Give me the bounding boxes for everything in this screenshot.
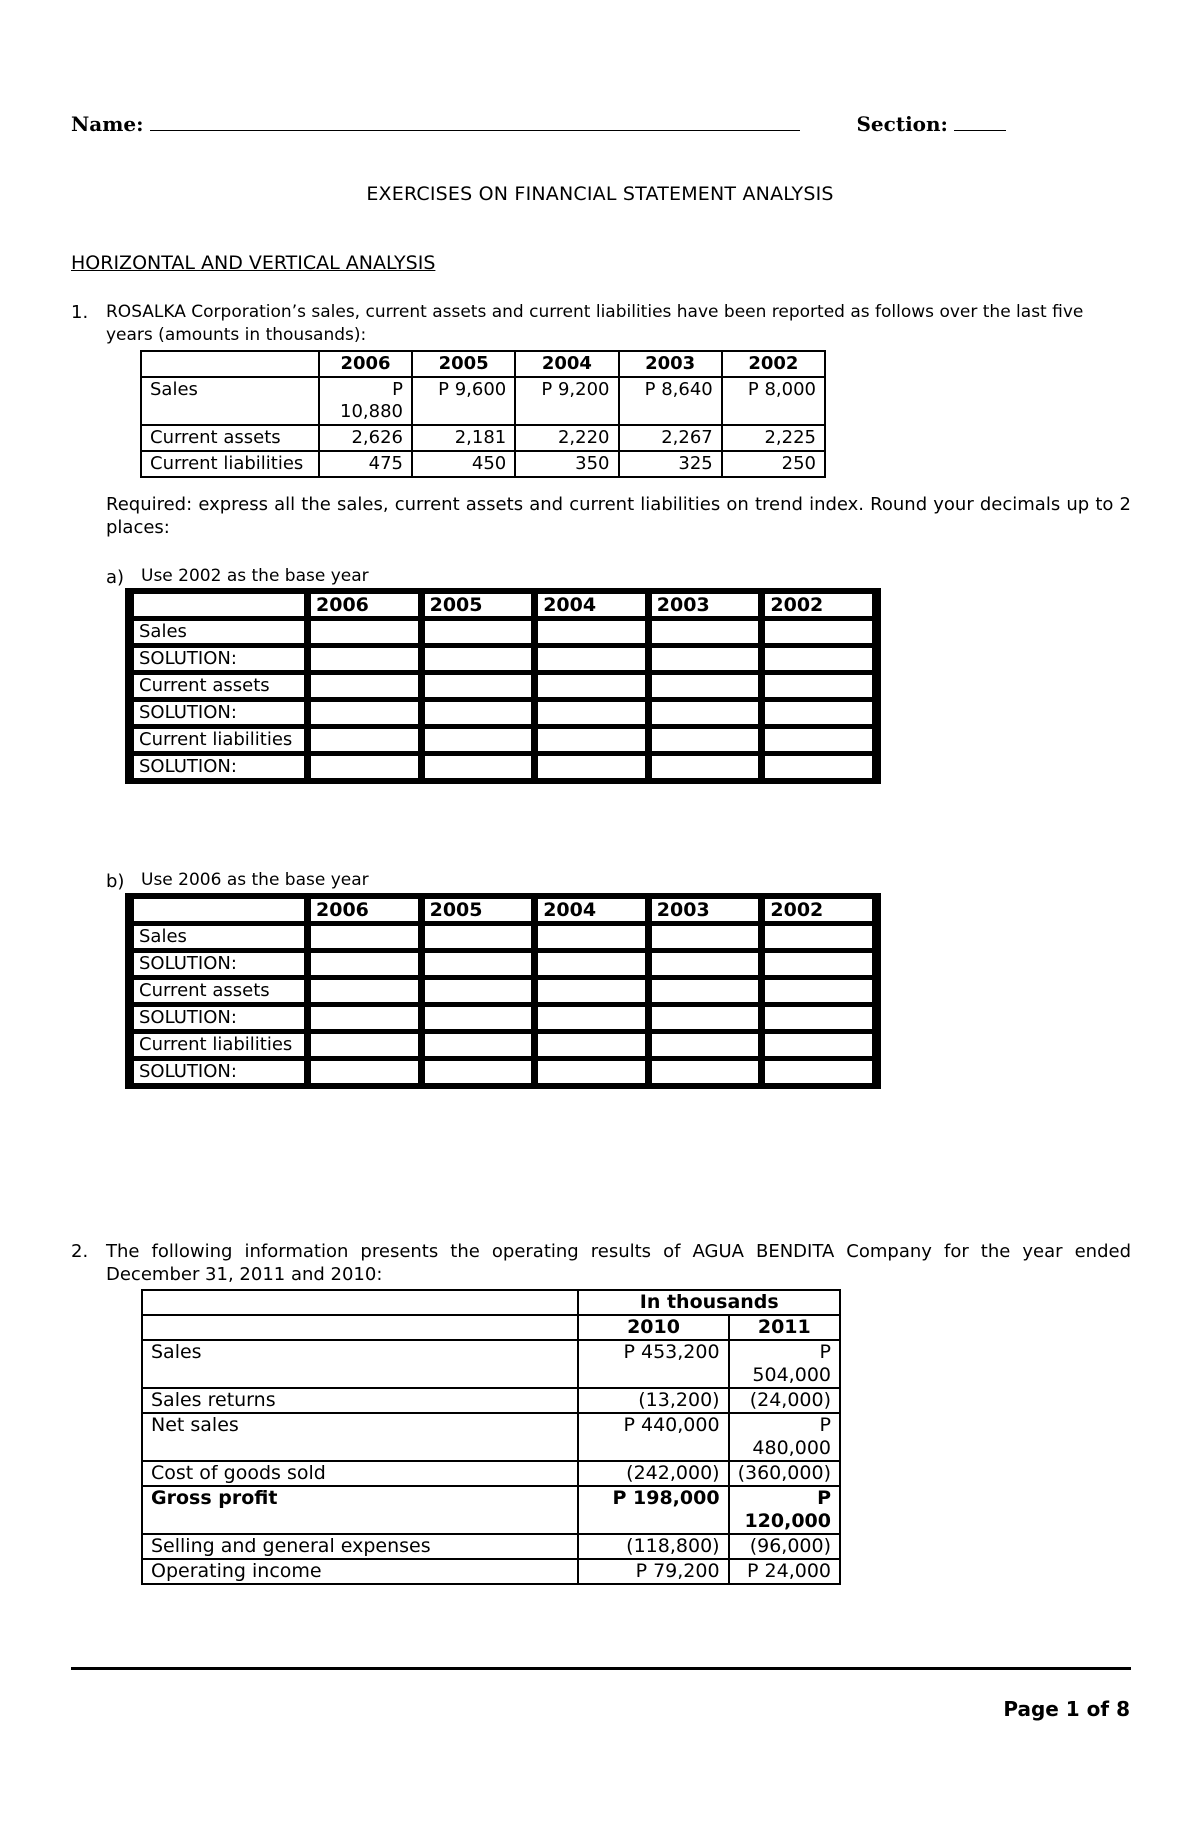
answer-cell[interactable] bbox=[538, 756, 645, 778]
answer-cell[interactable] bbox=[311, 1061, 418, 1083]
q1-required: Required: express all the sales, current assets and current liabilities on trend index. Round your decimals up to 2 places: bbox=[106, 494, 1131, 538]
table-header-cell: 2006 bbox=[311, 594, 418, 616]
row-label: Sales returns bbox=[142, 1388, 578, 1413]
answer-cell[interactable] bbox=[425, 980, 532, 1002]
answer-cell[interactable] bbox=[652, 1061, 759, 1083]
answer-cell[interactable] bbox=[652, 953, 759, 975]
section-blank[interactable] bbox=[954, 112, 1006, 131]
table-row bbox=[141, 425, 825, 451]
table-header-cell: 2006 bbox=[311, 899, 418, 921]
table-row bbox=[134, 648, 872, 670]
table-row bbox=[134, 729, 872, 751]
blank-cell bbox=[142, 1315, 578, 1340]
table-header-cell: 2002 bbox=[765, 899, 872, 921]
cell-value: P 480,000 bbox=[729, 1413, 840, 1461]
answer-cell[interactable] bbox=[425, 621, 532, 643]
answer-cell[interactable] bbox=[765, 675, 872, 697]
row-label: Gross profit bbox=[142, 1486, 578, 1534]
table-row bbox=[134, 702, 872, 724]
cell-value: (118,800) bbox=[578, 1534, 728, 1559]
q1-number: 1. bbox=[71, 302, 89, 323]
answer-cell[interactable] bbox=[311, 621, 418, 643]
cell-value: 350 bbox=[515, 451, 618, 477]
answer-cell[interactable] bbox=[425, 1034, 532, 1056]
cell-value: P 120,000 bbox=[729, 1486, 840, 1534]
cell-value: P 440,000 bbox=[578, 1413, 728, 1461]
answer-cell[interactable] bbox=[311, 1034, 418, 1056]
answer-cell[interactable] bbox=[765, 1034, 872, 1056]
answer-cell[interactable] bbox=[538, 1034, 645, 1056]
answer-cell[interactable] bbox=[425, 953, 532, 975]
answer-cell[interactable] bbox=[538, 675, 645, 697]
answer-cell[interactable] bbox=[652, 621, 759, 643]
footer-divider bbox=[71, 1667, 1131, 1670]
cell-value: (360,000) bbox=[729, 1461, 840, 1486]
answer-cell[interactable] bbox=[765, 729, 872, 751]
row-label: Sales bbox=[142, 1340, 578, 1388]
answer-cell[interactable] bbox=[652, 648, 759, 670]
table-row bbox=[142, 1340, 840, 1388]
name-field-row bbox=[71, 112, 1006, 136]
table-header-cell: 2005 bbox=[412, 351, 515, 377]
answer-cell[interactable] bbox=[538, 1061, 645, 1083]
blank-cell bbox=[142, 1290, 578, 1315]
row-label: Selling and general expenses bbox=[142, 1534, 578, 1559]
cell-value: P 8,000 bbox=[722, 377, 825, 425]
answer-cell[interactable] bbox=[765, 756, 872, 778]
q2-income-table bbox=[141, 1289, 841, 1585]
answer-cell[interactable] bbox=[311, 756, 418, 778]
table-header-cell: 2003 bbox=[652, 899, 759, 921]
name-label: Name: bbox=[71, 112, 144, 136]
table-header-row bbox=[142, 1315, 840, 1340]
cell-value: (96,000) bbox=[729, 1534, 840, 1559]
table-row bbox=[134, 1061, 872, 1083]
table-row bbox=[142, 1534, 840, 1559]
answer-cell[interactable] bbox=[765, 702, 872, 724]
answer-cell[interactable] bbox=[538, 926, 645, 948]
answer-cell[interactable] bbox=[311, 980, 418, 1002]
table-row bbox=[134, 953, 872, 975]
answer-cell[interactable] bbox=[425, 702, 532, 724]
answer-cell[interactable] bbox=[311, 675, 418, 697]
answer-cell[interactable] bbox=[538, 648, 645, 670]
row-label: Current assets bbox=[134, 675, 304, 697]
table-row bbox=[134, 675, 872, 697]
table-header-cell: 2004 bbox=[538, 899, 645, 921]
table-row bbox=[142, 1486, 840, 1534]
answer-cell[interactable] bbox=[311, 926, 418, 948]
table-row bbox=[134, 621, 872, 643]
blank-cell bbox=[134, 899, 304, 921]
cell-value: P 79,200 bbox=[578, 1559, 728, 1584]
table-header-cell: 2006 bbox=[319, 351, 412, 377]
answer-cell[interactable] bbox=[538, 1007, 645, 1029]
part-a-text: Use 2002 as the base year bbox=[141, 566, 369, 586]
answer-cell[interactable] bbox=[538, 729, 645, 751]
answer-cell[interactable] bbox=[311, 648, 418, 670]
table-header-cell: 2003 bbox=[619, 351, 722, 377]
table-header-row bbox=[134, 899, 872, 921]
row-label: Current liabilities bbox=[134, 729, 304, 751]
section-label: Section: bbox=[856, 112, 948, 136]
answer-cell[interactable] bbox=[765, 980, 872, 1002]
table-row bbox=[142, 1559, 840, 1584]
answer-cell[interactable] bbox=[311, 953, 418, 975]
answer-cell[interactable] bbox=[652, 756, 759, 778]
answer-cell[interactable] bbox=[765, 953, 872, 975]
table-header-cell: 2003 bbox=[652, 594, 759, 616]
answer-cell[interactable] bbox=[425, 926, 532, 948]
row-label: Current liabilities bbox=[141, 451, 319, 477]
cell-value: 2,181 bbox=[412, 425, 515, 451]
year-header: 2011 bbox=[729, 1315, 840, 1340]
table-row bbox=[141, 377, 825, 425]
table-row bbox=[134, 756, 872, 778]
table-header-row bbox=[134, 594, 872, 616]
cell-value: 450 bbox=[412, 451, 515, 477]
page-number: Page 1 of 8 bbox=[1003, 1697, 1130, 1721]
table-header-row bbox=[141, 351, 825, 377]
answer-cell[interactable] bbox=[425, 729, 532, 751]
table-row bbox=[134, 1034, 872, 1056]
answer-cell[interactable] bbox=[311, 1007, 418, 1029]
name-blank[interactable] bbox=[150, 112, 800, 131]
answer-cell[interactable] bbox=[652, 1007, 759, 1029]
cell-value: 2,267 bbox=[619, 425, 722, 451]
year-header: 2010 bbox=[578, 1315, 728, 1340]
q1-text: ROSALKA Corporation’s sales, current assets and current liabilities have been reported as follows over the last five years (amounts in thousands): bbox=[106, 302, 1084, 345]
cell-value: (242,000) bbox=[578, 1461, 728, 1486]
answer-cell[interactable] bbox=[538, 621, 645, 643]
row-label: SOLUTION: bbox=[134, 702, 304, 724]
table-header-cell: 2004 bbox=[538, 594, 645, 616]
cell-value: P 8,640 bbox=[619, 377, 722, 425]
cell-value: 250 bbox=[722, 451, 825, 477]
answer-cell[interactable] bbox=[652, 1034, 759, 1056]
page-title: EXERCISES ON FINANCIAL STATEMENT ANALYSIS bbox=[366, 183, 834, 205]
cell-value: P 10,880 bbox=[319, 377, 412, 425]
row-label: Operating income bbox=[142, 1559, 578, 1584]
cell-value: P 453,200 bbox=[578, 1340, 728, 1388]
answer-cell[interactable] bbox=[425, 648, 532, 670]
answer-cell[interactable] bbox=[765, 1061, 872, 1083]
answer-cell[interactable] bbox=[538, 980, 645, 1002]
row-label: Current liabilities bbox=[134, 1034, 304, 1056]
section-heading: HORIZONTAL AND VERTICAL ANALYSIS bbox=[71, 252, 436, 274]
row-label: SOLUTION: bbox=[134, 1007, 304, 1029]
blank-cell bbox=[134, 594, 304, 616]
answer-cell[interactable] bbox=[765, 621, 872, 643]
answer-cell[interactable] bbox=[425, 756, 532, 778]
row-label: SOLUTION: bbox=[134, 756, 304, 778]
table-header-cell: 2005 bbox=[425, 899, 532, 921]
row-label: Net sales bbox=[142, 1413, 578, 1461]
cell-value: 2,626 bbox=[319, 425, 412, 451]
answer-cell[interactable] bbox=[538, 702, 645, 724]
q2-text: The following information presents the operating results of AGUA BENDITA Company for the year ended December 31, 2011 and 2010: bbox=[106, 1241, 1131, 1285]
table-header-cell: 2005 bbox=[425, 594, 532, 616]
table-header-cell bbox=[141, 351, 319, 377]
cell-value: P 198,000 bbox=[578, 1486, 728, 1534]
answer-cell[interactable] bbox=[765, 1007, 872, 1029]
cell-value: 475 bbox=[319, 451, 412, 477]
answer-cell[interactable] bbox=[538, 953, 645, 975]
answer-cell[interactable] bbox=[425, 1007, 532, 1029]
part-b-label: b) bbox=[106, 871, 125, 892]
cell-value: P 9,600 bbox=[412, 377, 515, 425]
table-row bbox=[142, 1461, 840, 1486]
cell-value: P 9,200 bbox=[515, 377, 618, 425]
table-row bbox=[134, 980, 872, 1002]
answer-cell[interactable] bbox=[652, 926, 759, 948]
row-label: Current assets bbox=[134, 980, 304, 1002]
table-row bbox=[134, 926, 872, 948]
answer-cell[interactable] bbox=[425, 675, 532, 697]
row-label: Sales bbox=[141, 377, 319, 425]
cell-value: P 504,000 bbox=[729, 1340, 840, 1388]
row-label: SOLUTION: bbox=[134, 1061, 304, 1083]
table-row bbox=[142, 1388, 840, 1413]
answer-cell[interactable] bbox=[765, 926, 872, 948]
cell-value: (13,200) bbox=[578, 1388, 728, 1413]
part-b-text: Use 2006 as the base year bbox=[141, 870, 369, 890]
table-header-cell: 2002 bbox=[765, 594, 872, 616]
cell-value: (24,000) bbox=[729, 1388, 840, 1413]
row-label: Cost of goods sold bbox=[142, 1461, 578, 1486]
answer-cell[interactable] bbox=[311, 702, 418, 724]
row-label: SOLUTION: bbox=[134, 648, 304, 670]
answer-cell[interactable] bbox=[652, 702, 759, 724]
table-row bbox=[134, 1007, 872, 1029]
answer-cell[interactable] bbox=[652, 980, 759, 1002]
cell-value: P 24,000 bbox=[729, 1559, 840, 1584]
table-row bbox=[141, 451, 825, 477]
part-a-label: a) bbox=[106, 567, 125, 588]
answer-cell[interactable] bbox=[652, 675, 759, 697]
answer-cell[interactable] bbox=[425, 1061, 532, 1083]
table-header-cell: 2004 bbox=[515, 351, 618, 377]
cell-value: 2,225 bbox=[722, 425, 825, 451]
table-row bbox=[142, 1413, 840, 1461]
row-label: Current assets bbox=[141, 425, 319, 451]
q2-number: 2. bbox=[71, 1241, 89, 1262]
cell-value: 325 bbox=[619, 451, 722, 477]
answer-cell[interactable] bbox=[652, 729, 759, 751]
cell-value: 2,220 bbox=[515, 425, 618, 451]
row-label: Sales bbox=[134, 926, 304, 948]
answer-cell[interactable] bbox=[765, 648, 872, 670]
part-b-answer-table bbox=[125, 893, 881, 1089]
table-header-cell: 2002 bbox=[722, 351, 825, 377]
answer-cell[interactable] bbox=[311, 729, 418, 751]
part-a-answer-table bbox=[125, 588, 881, 784]
q1-data-table bbox=[140, 350, 826, 478]
table-header-row bbox=[142, 1290, 840, 1315]
group-header: In thousands bbox=[578, 1290, 840, 1315]
row-label: SOLUTION: bbox=[134, 953, 304, 975]
row-label: Sales bbox=[134, 621, 304, 643]
